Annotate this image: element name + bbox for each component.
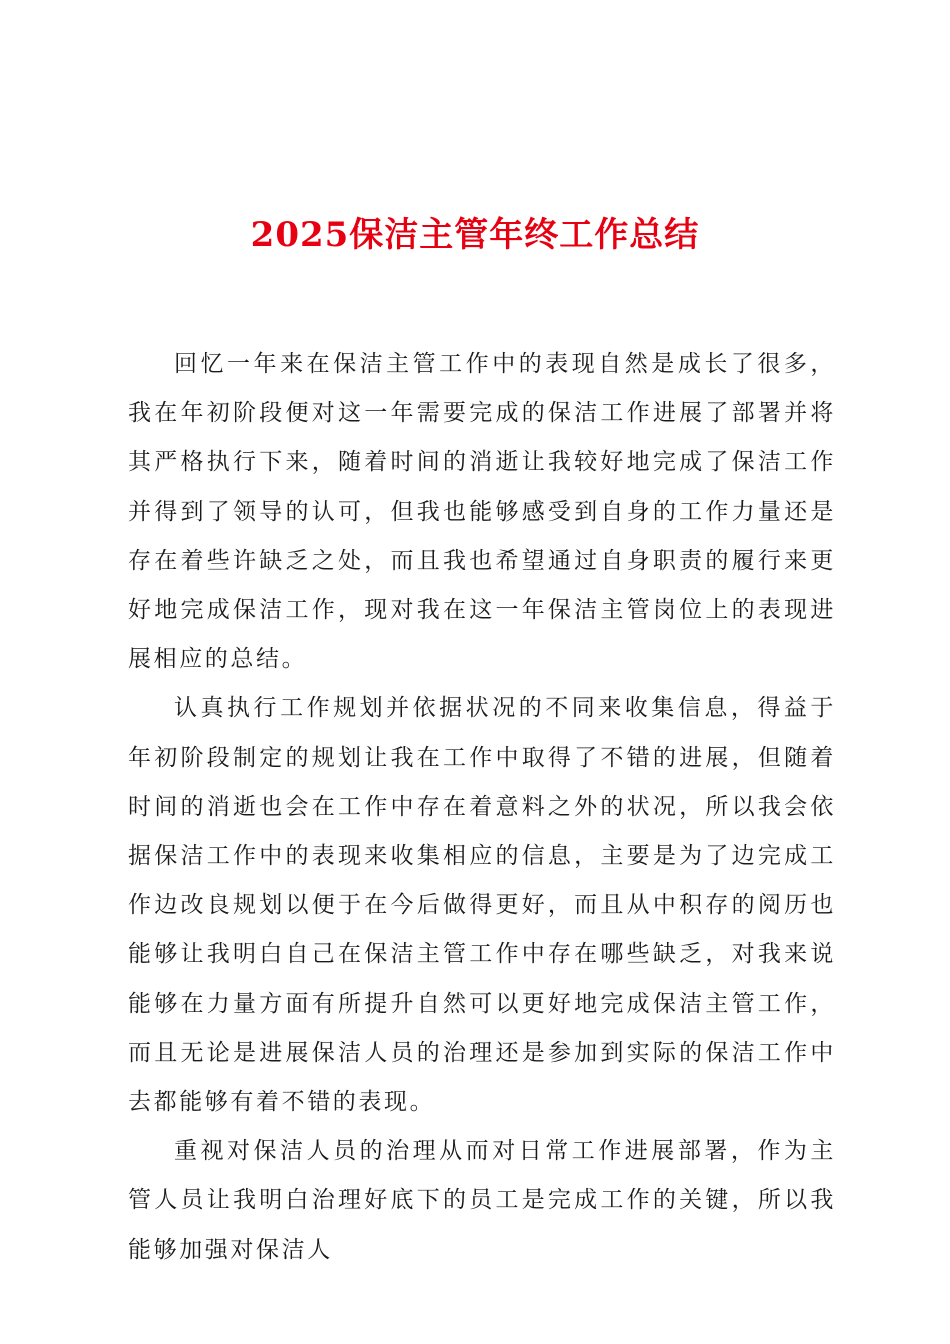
paragraph-3: 重视对保洁人员的治理从而对日常工作进展部署，作为主管人员让我明白治理好底下的员工是完成工作的关键，所以我能够加强对保洁人: [128, 1138, 836, 1263]
paragraph-2: 认真执行工作规划并依据状况的不同来收集信息，得益于年初阶段制定的规划让我在工作中取得了不错的进展，但随着时间的消逝也会在工作中存在着意料之外的状况，所以我会依据保洁工作中的表现来收集相应的信息，主要是为了边完成工作边改良规划以便于在今后做得更好，而且从中积存的阅历也能够让我明白自己在保洁主管工作中存在哪些缺乏，对我来说能够在力量方面有所提升自然可以更好地完成保洁主管工作，而且无论是进展保洁人员的治理还是参加到实际的保洁工作中去都能够有着不错的表现。: [128, 695, 836, 1116]
document-title: 2025保洁主管年终工作总结: [250, 215, 700, 255]
paragraph-1: 回忆一年来在保洁主管工作中的表现自然是成长了很多，我在年初阶段便对这一年需要完成的保洁工作进展了部署并将其严格执行下来，随着时间的消逝让我较好地完成了保洁工作并得到了领导的认可，但我也能够感受到自身的工作力量还是存在着些许缺乏之处，而且我也希望通过自身职责的履行来更好地完成保洁工作，现对我在这一年保洁主管岗位上的表现进展相应的总结。: [128, 351, 836, 673]
document-body: [128, 340, 836, 1275]
